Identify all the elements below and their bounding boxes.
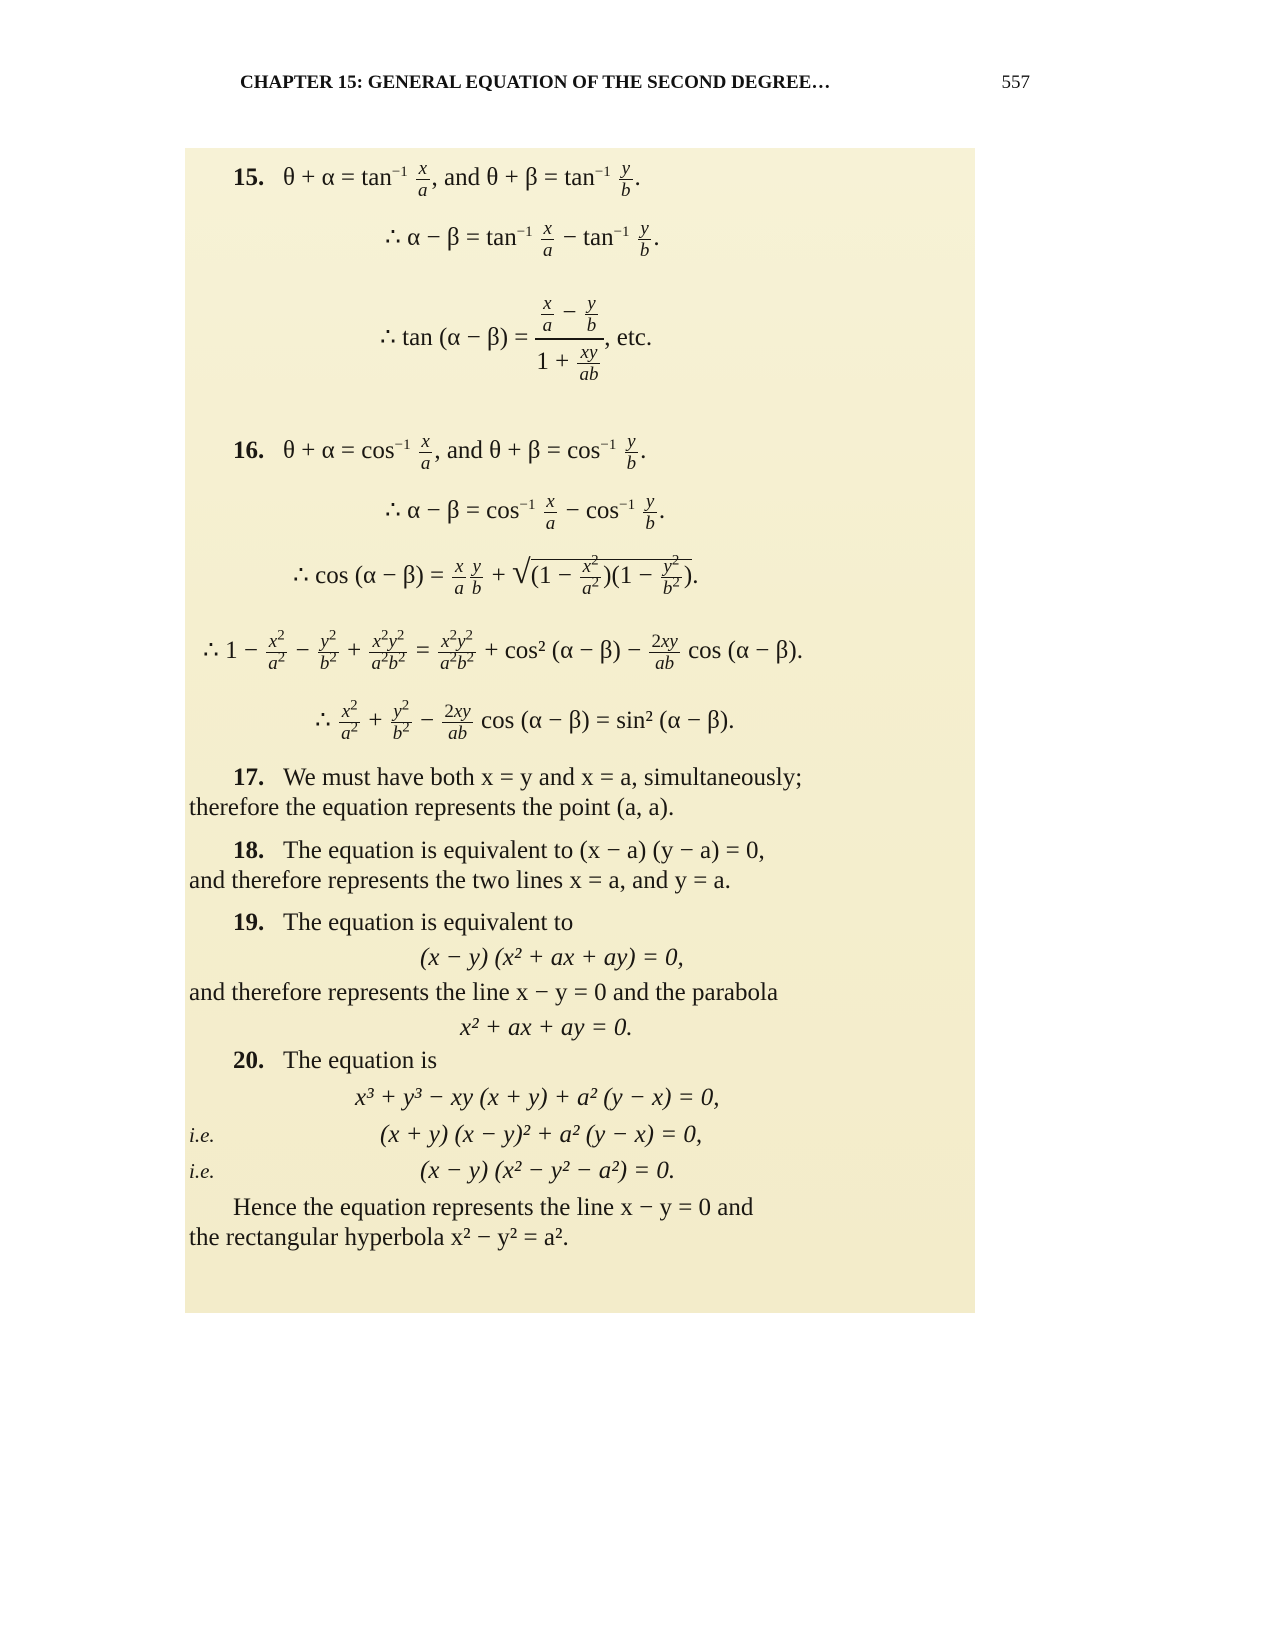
p15-l2-b: − tan (556, 224, 614, 252)
p19-line1: The equation is equivalent to (283, 909, 574, 936)
fraction-y-over-b: $\frac{y}{b}$ (621, 158, 631, 201)
problem-16-line-4: ∴ 1 − $\frac{x^2}{a^2}$ − $\frac{y^2}{b^2}$ + $\frac{x^2y^2}{a^2b^2}$ = $\frac{x^2y^2}{a^2b^2}$ + cos² (α − β) − $\frac{2xy}{ab}$ cos (α − β). (203, 627, 803, 674)
p20-eq3: (x − y) (x² − y² − a²) = 0. (420, 1157, 676, 1184)
fraction-y-over-b: $\frac{y}{b}$ (626, 431, 637, 474)
p20-ie1: i.e. (189, 1123, 215, 1147)
p15-l3-b: , etc. (604, 324, 653, 351)
fraction-x-over-a: $\frac{x}{a}$ (418, 158, 428, 201)
problem-16-line-1: 16. $\theta + \alpha = \cos^{-1}$ $\frac{x}{a}$ , and $\theta + \beta = \cos^{-1}$ $\frac{y}{b}$ . (233, 431, 647, 474)
p19-eq1: (x − y) (x² + ax + ay) = 0, (420, 944, 684, 971)
p16-l4-c: cos (α − β). (688, 637, 803, 665)
p20-line2: Hence the equation represents the line x − y = 0 and (233, 1194, 754, 1221)
problem-15-line-2: ∴ $\alpha - \beta = \tan^{-1}$ $\frac{x}{a}$ − $\tan^{-1}$ $\frac{y}{b}$ . (385, 218, 660, 261)
p17-line2: therefore the equation represents the point (a, a). (189, 794, 675, 821)
fraction-x-over-a: $\frac{x}{a}$ (420, 431, 431, 474)
problem-17-number: 17. (233, 764, 265, 791)
problem-16-line-2: ∴ $\alpha - \beta = \cos^{-1}$ $\frac{x}{a}$ − $\cos^{-1}$ $\frac{y}{b}$ . (385, 491, 666, 534)
p20-line3: the rectangular hyperbola x² − y² = a². (189, 1224, 569, 1251)
p20-line1: The equation is (283, 1047, 438, 1074)
p20-eq1: x³ + y³ − xy (x + y) + a² (y − x) = 0, (355, 1084, 720, 1111)
p16-l3-a: ∴ cos (α − β) = (293, 562, 445, 590)
problem-16-line-5: ∴ $\frac{x^2}{a^2}$ + $\frac{y^2}{b^2}$ − $\frac{2xy}{ab}$ cos (α − β) = sin² (α − β). (315, 697, 735, 744)
p15-l1-b: , and θ + β = tan (431, 164, 595, 192)
p20-ie2: i.e. (189, 1159, 215, 1183)
problem-17-line-1 (233, 763, 802, 793)
problem-16-line-3: ∴ cos (α − β) = $\frac{x}{a}$ $\frac{y}{b}$ + √(1 − $\frac{x^2}{a^2}$ )(1 − $\frac{y^2}{b^2}$ ). (293, 552, 699, 599)
p16-l5-b: cos (α − β) = sin² (α − β). (481, 707, 735, 735)
p16-l4-b: + cos² (α − β) − (484, 637, 642, 665)
compound-fraction: $\frac{x}{a}$ − $\frac{y}{b}$ 1 + $\frac{xy}{ab}$ (535, 293, 605, 385)
fraction-y-over-b: $\frac{y}{b}$ (645, 491, 655, 534)
chapter-title: CHAPTER 15: GENERAL EQUATION OF THE SECOND DEGREE… (240, 72, 831, 93)
p15-l3-a: ∴ tan (α − β) = (380, 324, 529, 351)
problem-15-number: 15. (233, 164, 265, 192)
problem-20-line-1 (233, 1046, 437, 1076)
page-header (240, 72, 1030, 102)
p18-line1: The equation is equivalent to (x − a) (y − a) = 0, (283, 837, 765, 864)
scanned-page (185, 148, 975, 1313)
problem-19-line-1 (233, 908, 573, 938)
p19-eq2: x² + ax + ay = 0. (460, 1014, 633, 1041)
problem-20-number: 20. (233, 1047, 265, 1074)
p16-l2-a: ∴ α − β = cos (385, 497, 520, 525)
p15-l1-a: θ + α = tan (283, 164, 392, 192)
fraction-x-over-a: $\frac{x}{a}$ (545, 491, 556, 534)
p18-line2: and therefore represents the two lines x = a, and y = a. (189, 867, 731, 894)
page-number: 557 (1001, 72, 1030, 93)
problem-16-number: 16. (233, 437, 265, 465)
p15-l2-a: ∴ α − β = tan (385, 224, 517, 252)
p17-line1: We must have both x = y and x = a, simultaneously; (283, 764, 803, 791)
p19-line2: and therefore represents the line x − y = 0 and the parabola (189, 979, 779, 1006)
problem-19-number: 19. (233, 909, 265, 936)
p16-l1-b: , and θ + β = cos (434, 437, 601, 465)
p20-eq2: (x + y) (x − y)² + a² (y − x) = 0, (380, 1121, 703, 1148)
fraction-x-over-a: $\frac{x}{a}$ (542, 218, 553, 261)
fraction-y-over-b: $\frac{y}{b}$ (639, 218, 650, 261)
problem-18-number: 18. (233, 837, 265, 864)
problem-15-line-1: 15. $\theta + \alpha = \tan^{-1}$ $\frac{x}{a}$ , and $\theta + \beta = \tan^{-1}$ $\frac{y}{b}$ . (233, 158, 641, 201)
problem-18-line-1 (233, 836, 765, 866)
p16-l1-a: θ + α = cos (283, 437, 395, 465)
p16-l4-a: ∴ 1 − (203, 637, 259, 665)
p16-l2-b: − cos (559, 497, 620, 525)
problem-15-line-3 (380, 283, 652, 393)
